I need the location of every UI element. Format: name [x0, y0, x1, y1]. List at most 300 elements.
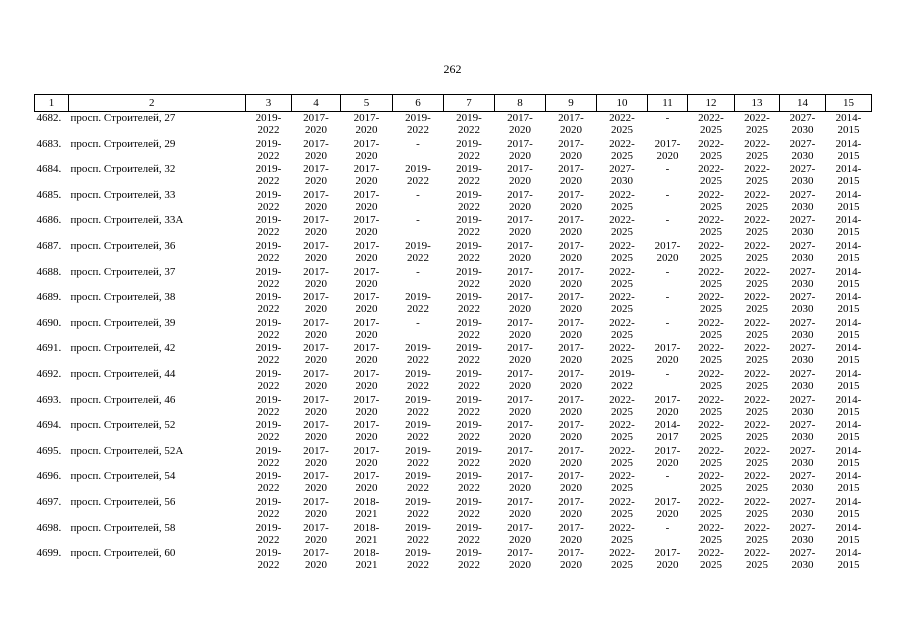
period-start: 2017-: [558, 495, 584, 508]
period-cell: [826, 163, 872, 189]
period-cell: [495, 138, 546, 164]
period-cell: [546, 445, 597, 471]
period-start: 2014-: [835, 163, 862, 176]
period-start: 2017-: [353, 214, 380, 227]
table-row: [35, 266, 872, 292]
period-cell: [246, 291, 292, 317]
period-start: 2022-: [744, 393, 770, 406]
period-start: 2017-: [303, 342, 329, 355]
period-end: 2025: [746, 507, 768, 520]
period-cell: [246, 266, 292, 292]
period-end: 2022: [407, 124, 429, 136]
period-cell: [444, 189, 495, 215]
period-start: 2017-: [303, 214, 329, 227]
period-start: 2022-: [744, 163, 770, 176]
period-end: 2020: [355, 226, 378, 239]
period-start: 2022-: [609, 137, 635, 150]
period-start: 2019-: [456, 112, 482, 124]
period-start: 2019-: [255, 316, 282, 329]
period-end: 2020: [355, 175, 378, 188]
period-cell: [735, 496, 780, 522]
period-cell: [597, 214, 648, 240]
period-cell: [341, 342, 393, 368]
period-cell: [246, 445, 292, 471]
period-end: 2022: [257, 533, 280, 546]
period-cell: [688, 240, 735, 266]
period-start: 2017-: [303, 393, 329, 406]
period-cell: [648, 342, 688, 368]
period-end: 2020: [355, 482, 378, 495]
period-start: 2019-: [405, 495, 431, 508]
row-number: 4687.: [36, 239, 62, 252]
period-cell: [826, 368, 872, 394]
period-cell: [597, 342, 648, 368]
period-end: 2025: [700, 226, 722, 239]
period-cell: [546, 419, 597, 445]
period-start: 2017-: [303, 547, 329, 560]
row-number: 4688.: [36, 265, 62, 278]
period-cell: [292, 368, 341, 394]
period-cell: [444, 547, 495, 573]
period-end: 2030: [791, 328, 814, 341]
period-cell: [341, 522, 393, 548]
period-end: 2022: [257, 431, 280, 444]
period-cell: [393, 266, 444, 292]
period-cell: [735, 522, 780, 548]
period-end: 2020: [560, 200, 582, 213]
period-start: 2022-: [744, 342, 770, 355]
period-start: 2022-: [744, 547, 770, 560]
table-row: [35, 522, 872, 548]
period-end: 2022: [407, 533, 429, 546]
period-cell: [341, 266, 393, 292]
period-cell: [246, 496, 292, 522]
period-start: 2022-: [698, 444, 724, 457]
period-start: 2017-: [507, 316, 533, 329]
period-cell: [444, 522, 495, 548]
period-end: 2022: [458, 354, 480, 367]
period-end: 2020: [656, 456, 679, 469]
period-start: 2017-: [353, 470, 380, 483]
period-start: 2022-: [698, 342, 724, 355]
period-end: 2020: [560, 303, 582, 316]
period-start: 2017-: [558, 214, 584, 227]
period-cell: [393, 291, 444, 317]
period-cell: [292, 214, 341, 240]
period-cell: [444, 342, 495, 368]
period-end: 2020: [305, 354, 327, 367]
period-end: 2020: [560, 226, 582, 239]
period-end: 2020: [656, 251, 679, 264]
period-end: 2025: [700, 124, 722, 136]
period-start: 2019-: [456, 214, 482, 227]
period-cell: [546, 240, 597, 266]
period-cell: [393, 214, 444, 240]
period-end: 2015: [837, 559, 860, 572]
period-end: 2020: [509, 405, 531, 418]
period-cell: [735, 470, 780, 496]
row-number: 4684.: [36, 163, 62, 176]
period-cell: [292, 266, 341, 292]
period-start: 2014-: [835, 393, 862, 406]
period-start: 2017-: [654, 137, 681, 150]
period-end: 2020: [656, 149, 679, 162]
period-cell: [246, 214, 292, 240]
period-end: 2025: [611, 533, 633, 546]
period-cell: [826, 138, 872, 164]
period-start: 2019-: [456, 470, 482, 483]
period-cell: [780, 214, 826, 240]
period-start: 2022-: [698, 547, 724, 560]
period-start: 2019-: [255, 112, 282, 124]
period-start: 2019-: [255, 291, 282, 304]
period-start: 2027-: [789, 367, 816, 380]
period-cell: [780, 394, 826, 420]
table-row: [35, 445, 872, 471]
row-number: 4697.: [36, 495, 62, 508]
period-start: 2019-: [456, 495, 482, 508]
period-end: 2025: [611, 303, 633, 316]
period-cell: [495, 496, 546, 522]
period-start: 2019-: [405, 239, 431, 252]
period-cell: [495, 522, 546, 548]
period-cell: [688, 214, 735, 240]
period-start: 2014-: [835, 291, 862, 304]
period-cell: [341, 547, 393, 573]
period-start: 2019-: [405, 393, 431, 406]
period-start: 2019-: [456, 393, 482, 406]
period-end: [648, 534, 688, 546]
period-start: 2017-: [558, 239, 584, 252]
period-start: 2019-: [405, 521, 431, 534]
period-cell: [546, 317, 597, 343]
period-start: 2017-: [558, 291, 584, 304]
period-start: 2022-: [609, 495, 635, 508]
period-end: 2015: [837, 200, 860, 213]
period-cell: [444, 470, 495, 496]
period-start: 2019-: [456, 239, 482, 252]
address-cell: просп. Строителей, 27: [70, 112, 176, 124]
period-start: 2019-: [456, 265, 482, 278]
period-cell: [597, 291, 648, 317]
column-header: 4: [292, 95, 341, 112]
period-cell: [341, 419, 393, 445]
period-end: 2025: [611, 200, 633, 213]
period-start: 2017-: [507, 367, 533, 380]
period-end: 2015: [837, 354, 860, 367]
period-cell: [826, 419, 872, 445]
period-start: 2019-: [456, 188, 482, 201]
period-cell: [597, 317, 648, 343]
period-cell: [495, 445, 546, 471]
period-start: 2022-: [744, 112, 770, 124]
period-end: 2015: [837, 482, 860, 495]
period-cell: [826, 445, 872, 471]
period-cell: [393, 394, 444, 420]
column-header: 10: [597, 95, 648, 112]
period-cell: [780, 163, 826, 189]
period-end: 2020: [355, 149, 378, 162]
period-cell: [246, 368, 292, 394]
period-cell: [735, 342, 780, 368]
period-start: 2022-: [698, 112, 724, 124]
address-cell: просп. Строителей, 39: [70, 316, 176, 329]
period-end: 2022: [458, 200, 480, 213]
period-start: -: [416, 188, 420, 201]
period-end: 2025: [611, 456, 633, 469]
period-cell: [826, 394, 872, 420]
address-cell: просп. Строителей, 33: [70, 188, 176, 201]
period-end: 2030: [611, 175, 633, 188]
period-end: 2025: [746, 200, 768, 213]
period-end: [393, 226, 444, 238]
period-cell: [546, 112, 597, 138]
period-end: [648, 329, 688, 341]
period-end: 2020: [305, 482, 327, 495]
period-end: 2030: [791, 533, 814, 546]
period-start: 2019-: [456, 419, 482, 432]
period-end: 2022: [458, 405, 480, 418]
period-end: 2020: [305, 533, 327, 546]
address-cell: просп. Строителей, 44: [70, 367, 176, 380]
period-start: 2019-: [405, 163, 431, 176]
period-cell: [648, 138, 688, 164]
period-start: 2022-: [744, 444, 770, 457]
period-start: 2017-: [507, 265, 533, 278]
period-end: 2015: [837, 149, 860, 162]
period-cell: [735, 547, 780, 573]
period-end: 2025: [611, 149, 633, 162]
period-end: 2022: [407, 507, 429, 520]
period-cell: [495, 189, 546, 215]
period-cell: [495, 163, 546, 189]
column-header: 15: [826, 95, 872, 112]
period-cell: [393, 419, 444, 445]
period-start: 2019-: [456, 163, 482, 176]
period-end: 2020: [509, 507, 531, 520]
period-cell: [495, 470, 546, 496]
column-header: 7: [444, 95, 495, 112]
period-end: 2015: [837, 328, 860, 341]
column-header: 6: [393, 95, 444, 112]
period-start: 2017-: [507, 214, 533, 227]
row-number: 4698.: [36, 521, 62, 534]
period-end: 2020: [305, 456, 327, 469]
period-end: [648, 278, 688, 290]
period-cell: [444, 112, 495, 138]
period-end: 2015: [837, 507, 860, 520]
period-end: 2020: [560, 431, 582, 444]
period-cell: [648, 445, 688, 471]
period-end: 2021: [355, 533, 378, 546]
address-cell: просп. Строителей, 54: [70, 470, 176, 483]
period-start: 2014-: [835, 214, 862, 227]
period-end: 2025: [700, 431, 722, 444]
period-start: 2027-: [789, 393, 816, 406]
period-end: 2030: [791, 379, 814, 392]
period-cell: [688, 138, 735, 164]
address-cell: просп. Строителей, 33А: [70, 214, 184, 227]
period-cell: [393, 368, 444, 394]
period-start: 2019-: [255, 163, 282, 176]
period-end: 2020: [355, 277, 378, 290]
period-cell: [341, 112, 393, 138]
period-cell: [246, 419, 292, 445]
period-cell: [546, 547, 597, 573]
period-end: 2025: [700, 251, 722, 264]
period-cell: [780, 368, 826, 394]
period-cell: [597, 470, 648, 496]
period-cell: [341, 214, 393, 240]
period-end: 2025: [700, 328, 722, 341]
period-start: 2017-: [507, 137, 533, 150]
period-cell: [546, 163, 597, 189]
period-cell: [546, 214, 597, 240]
period-end: 2025: [611, 277, 633, 290]
period-cell: [393, 470, 444, 496]
period-end: 2025: [700, 559, 722, 572]
period-end: 2020: [656, 507, 679, 520]
period-end: 2015: [837, 303, 860, 316]
period-end: 2030: [791, 303, 814, 316]
period-end: 2015: [837, 431, 860, 444]
period-start: 2019-: [456, 342, 482, 355]
period-cell: [648, 368, 688, 394]
period-end: 2020: [509, 533, 531, 546]
period-end: 2025: [746, 124, 768, 136]
period-start: 2027-: [789, 521, 816, 534]
header-row: [35, 95, 872, 112]
row-number: 4683.: [36, 137, 62, 150]
period-start: 2014-: [835, 316, 862, 329]
period-start: 2022-: [744, 188, 770, 201]
period-start: 2017-: [558, 547, 584, 560]
period-start: 2022-: [744, 137, 770, 150]
period-start: 2014-: [835, 265, 862, 278]
period-start: -: [665, 214, 670, 227]
period-cell: [246, 189, 292, 215]
period-end: 2030: [791, 482, 814, 495]
period-start: 2017-: [353, 367, 380, 380]
address-cell: просп. Строителей, 60: [70, 547, 176, 560]
period-end: 2020: [509, 200, 531, 213]
period-end: 2025: [611, 124, 633, 136]
period-end: 2025: [746, 482, 768, 495]
period-start: 2017-: [558, 163, 584, 176]
table-row: [35, 368, 872, 394]
period-start: 2014-: [835, 239, 862, 252]
period-end: [648, 303, 688, 315]
period-cell: [688, 163, 735, 189]
period-end: 2020: [305, 175, 327, 188]
period-cell: [597, 419, 648, 445]
period-cell: [735, 240, 780, 266]
period-cell: [546, 368, 597, 394]
period-cell: [292, 342, 341, 368]
period-start: -: [665, 316, 670, 329]
period-cell: [292, 419, 341, 445]
period-cell: [495, 214, 546, 240]
period-cell: [495, 394, 546, 420]
period-cell: [246, 163, 292, 189]
period-start: 2019-: [405, 419, 431, 432]
period-cell: [688, 342, 735, 368]
period-cell: [546, 394, 597, 420]
period-start: 2018-: [353, 521, 380, 534]
period-start: 2014-: [835, 188, 862, 201]
column-header: 5: [341, 95, 393, 112]
period-cell: [393, 163, 444, 189]
period-end: 2022: [257, 482, 280, 495]
period-end: 2022: [458, 124, 480, 136]
period-start: 2027-: [789, 444, 816, 457]
period-cell: [341, 189, 393, 215]
period-cell: [780, 240, 826, 266]
period-cell: [246, 547, 292, 573]
period-start: 2022-: [609, 470, 635, 483]
address-cell: просп. Строителей, 52А: [70, 444, 184, 457]
period-end: 2020: [656, 405, 679, 418]
period-cell: [780, 419, 826, 445]
period-start: 2019-: [405, 444, 431, 457]
row-number: 4699.: [36, 547, 62, 560]
period-cell: [735, 138, 780, 164]
period-end: 2020: [560, 149, 582, 162]
period-start: -: [665, 188, 670, 201]
address-cell: просп. Строителей, 29: [70, 137, 176, 150]
period-end: 2020: [560, 251, 582, 264]
period-cell: [648, 112, 688, 138]
period-start: 2027-: [789, 495, 816, 508]
table-row: [35, 419, 872, 445]
period-cell: [735, 189, 780, 215]
period-end: 2020: [355, 303, 378, 316]
period-cell: [826, 470, 872, 496]
period-start: 2019-: [456, 444, 482, 457]
address-cell: просп. Строителей, 38: [70, 291, 176, 304]
period-cell: [393, 189, 444, 215]
period-end: 2020: [355, 379, 378, 392]
table-row: [35, 291, 872, 317]
period-start: 2022-: [609, 521, 635, 534]
period-start: 2017-: [353, 239, 380, 252]
period-end: 2022: [257, 200, 280, 213]
period-start: 2019-: [255, 265, 282, 278]
period-cell: [393, 522, 444, 548]
period-cell: [546, 470, 597, 496]
period-start: 2017-: [654, 342, 681, 355]
period-cell: [780, 112, 826, 138]
period-end: 2025: [611, 507, 633, 520]
period-cell: [546, 291, 597, 317]
period-end: [648, 201, 688, 213]
period-cell: [292, 163, 341, 189]
period-start: 2027-: [789, 112, 816, 124]
table-row: [35, 547, 872, 573]
period-end: 2022: [257, 277, 280, 290]
period-start: 2027-: [609, 163, 635, 176]
period-end: 2025: [700, 200, 722, 213]
period-start: 2017-: [303, 112, 329, 124]
period-cell: [688, 189, 735, 215]
period-cell: [292, 547, 341, 573]
period-start: 2017-: [558, 393, 584, 406]
period-start: 2027-: [789, 265, 816, 278]
period-end: 2020: [509, 328, 531, 341]
table-row: [35, 189, 872, 215]
schedule-table: [34, 94, 872, 573]
table-row: [35, 394, 872, 420]
